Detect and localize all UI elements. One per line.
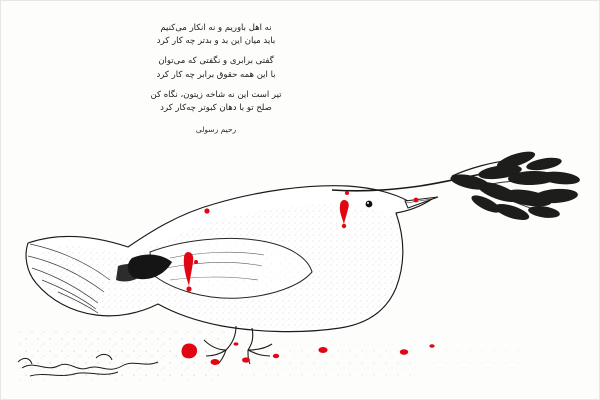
dove-eye bbox=[366, 201, 373, 208]
poem-line: صلح تو با دهان کبوتر چه‌کار کرد bbox=[160, 102, 272, 113]
poem-line: تیر است این نه شاخه زیتون، نگاه کن bbox=[150, 89, 282, 100]
olive-leaves bbox=[449, 148, 580, 223]
poem-line: گفتی برابری و نگفتی که می‌توان bbox=[158, 56, 274, 67]
poem-line: نه اهل باوریم و نه انکار می‌کنیم bbox=[160, 23, 272, 33]
poem-line: با این همه حقوق برابر چه کار کرد bbox=[156, 69, 276, 80]
poem-signature: رحیم رسولی bbox=[195, 125, 237, 135]
ground-speckle bbox=[18, 330, 520, 380]
poem-line: باید میان این بد و بدتر چه کار کرد bbox=[156, 36, 276, 47]
